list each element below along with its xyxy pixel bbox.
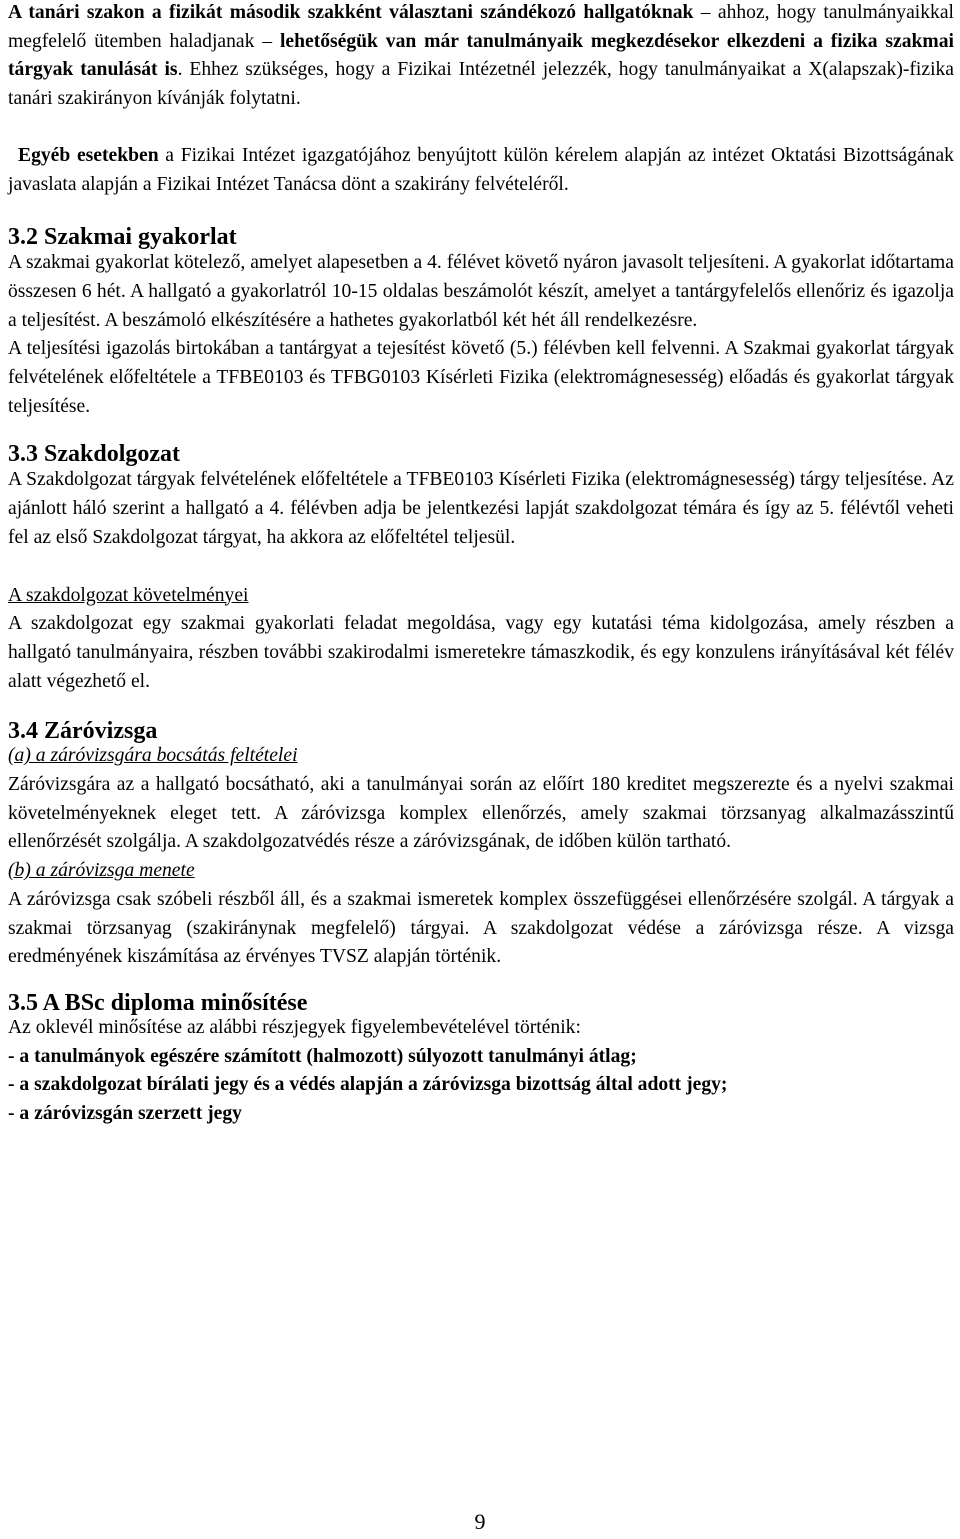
section-3-2-paragraph-1: A szakmai gyakorlat kötelező, amelyet alapesetben a 4. félévet követő nyáron javasolt teljesíteni. A gyakorlat időtartama összesen 6 hét. A hallgató a gyakorlatról 10-15 oldalas beszámolót készít, amelyet a tantárgyfelelős ellenőriz és igazolja a teljesítést. A beszámoló elkészítésére a hathetes gyakorlatból két hét áll rendelkezésre. [8,252,954,331]
diploma-rating-item-2: - a szakdolgozat bírálati jegy és a védés alapján a záróvizsga bizottság által adott jegy; [8,1074,728,1096]
section-3-2-heading: 3.2 Szakmai gyakorlat [8,224,237,251]
diploma-rating-intro: Az oklevél minősítése az alábbi részjegyek figyelembevételével történik: [8,1016,581,1038]
section-3-4-heading: 3.4 Záróvizsga [8,718,158,745]
section-3-2-paragraph-2: A teljesítési igazolás birtokában a tantárgyat a tejesítést követő (5.) félévben kell felvenni. A Szakmai gyakorlat tárgyak felvételének előfeltétele a TFBE0103 és TFBG0103 Kísérleti Fizika (elektromágnesesség) előadás és gyakorlat tárgyak teljesítése. [8,338,954,417]
section-3-3-paragraph-1: A Szakdolgozat tárgyak felvételének előfeltétele a TFBE0103 Kísérleti Fizika (elektromágnesesség) tárgy teljesítése. Az ajánlott háló szerint a hallgató a 4. félévben adja be jelentkezési lapját szakdolgozat témára és így az 5. félévtől veheti fel az első Szakdolgozat tárgyat, ha akkora az előfeltétel teljesül. [8,469,954,548]
final-exam-procedure-heading: (b) a záróvizsga menete [8,860,195,882]
page-number: 9 [474,1509,486,1534]
thesis-requirements-heading: A szakdolgozat követelményei [8,584,249,606]
intro-other-cases: Egyéb esetekben [18,144,159,166]
section-3-3-paragraph-2: A szakdolgozat egy szakmai gyakorlati feladat megoldása, vagy egy kutatási téma kidolgozása, amely részben a hallgató tanulmányaira, részben további szakirodalmi ismeretekre támaszkodik, és egy konzulens irányításával két félév alatt végezhető el. [8,613,954,692]
intro-bold-lead: A tanári szakon a fizikát második szakként választani szándékozó hallgatóknak [8,2,694,23]
intro-plain-1: – ahhoz, hogy tanulmányaikkal megfelelő ütemben haladjanak – [8,2,954,52]
final-exam-admission-heading: (a) a záróvizsgára bocsátás feltételei [8,745,298,767]
diploma-rating-item-3: - a záróvizsgán szerzett jegy [8,1103,242,1125]
section-3-5-heading: 3.5 A BSc diploma minősítése [8,989,308,1016]
final-exam-procedure-text: A záróvizsga csak szóbeli részből áll, és a szakmai ismeretek komplex összefüggései ellenőrzésére szolgál. A tárgyak a szakmai törzsanyag (szakiránynak megfelelő) tárgyai. A szakdolgozat védése a záróvizsga része. A vizsga eredményének kiszámítása az érvényes TVSZ alapján történik. [8,888,954,968]
section-3-3-heading: 3.3 Szakdolgozat [8,441,181,468]
intro-plain-2: . Ehhez szükséges, hogy a Fizikai Intézetnél jelezzék, hogy tanulmányaikat a X(alapszak)-fizika tanári szakirányon kívánják folytatni. [8,59,955,110]
intro-bold-opportunity: lehetőségük van már tanulmányaik megkezdésekor elkezdeni a fizika szakmai tárgyak tanulását is [8,30,954,81]
final-exam-admission-text: Záróvizsgára az a hallgató bocsátható, aki a tanulmányai során az előírt 180 kreditet megszerezte és a nyelvi szakmai követelményeknek eleget tett. A záróvizsga komplex ellenőrzés, amely szakmai törzsanyag alkalmazásszintű ellenőrzését szolgálja. A szakdolgozatvédés része a záróvizsgának, de időben külön tartható. [8,774,954,853]
intro-paragraph-2 [8,142,954,199]
diploma-rating-item-1: - a tanulmányok egészére számított (halmozott) súlyozott tanulmányi átlag; [8,1045,637,1067]
intro-paragraph-1 [8,0,954,114]
document-page [8,0,954,1129]
intro-other-cases-text: a Fizikai Intézet igazgatójához benyújtott külön kérelem alapján az intézet Oktatási Bizottságának javaslata alapján a Fizikai Intézet Tanácsa dönt a szakirány felvételéről. [8,144,954,195]
